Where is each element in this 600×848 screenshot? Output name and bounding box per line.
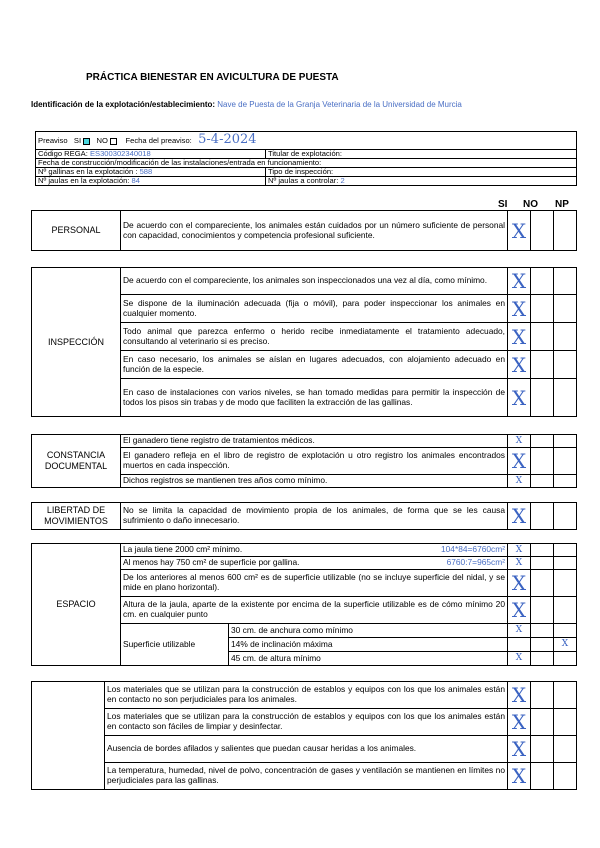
section-materiales	[31, 681, 577, 790]
mark-no[interactable]	[531, 503, 554, 530]
tipo-inspeccion-label: Tipo de inspección:	[268, 167, 334, 176]
jaulas-controlar-cell	[266, 177, 577, 186]
check-item: Se dispone de la iluminación adecuada (fija o móvil), para poder inspeccionar los animales en cualquier momento.	[121, 295, 508, 323]
mark-np[interactable]	[554, 268, 577, 295]
mark-si[interactable]: X	[508, 379, 531, 417]
tipo-inspeccion-cell	[266, 168, 577, 177]
mark-si[interactable]	[508, 638, 531, 652]
mark-np[interactable]	[554, 323, 577, 351]
jaulas-cell	[36, 177, 266, 186]
mark-si[interactable]: X	[508, 323, 531, 351]
check-item: Dichos registros se mantienen tres años como mínimo.	[121, 475, 508, 488]
mark-no[interactable]	[531, 763, 554, 790]
fecha-preaviso-value: 5-4-2024	[198, 132, 257, 147]
mark-si[interactable]: X	[508, 736, 531, 763]
jaulas-controlar-value: 2	[340, 176, 345, 185]
mark-si[interactable]: X	[508, 557, 531, 570]
mark-np[interactable]	[554, 624, 577, 638]
category-espacio: ESPACIO	[32, 544, 121, 666]
mark-np[interactable]	[554, 763, 577, 790]
mark-no[interactable]	[531, 448, 554, 475]
ident-value: Nave de Puesta de la Granja Veterinaria de la Universidad de Murcia	[217, 100, 462, 109]
mark-np[interactable]	[554, 682, 577, 709]
check-item-value: 6760:7=965cm²	[446, 557, 505, 568]
preaviso-si-checkbox[interactable]	[83, 138, 90, 145]
preaviso-row	[36, 132, 577, 150]
mark-no[interactable]	[531, 570, 554, 597]
check-item-text: La jaula tiene 2000 cm² mínimo.	[123, 544, 243, 555]
check-item	[121, 544, 508, 557]
section-libertad	[31, 502, 577, 530]
mark-si[interactable]: X	[508, 211, 531, 251]
mark-si[interactable]: X	[508, 351, 531, 379]
sub-check-item: 45 cm. de altura mínimo	[229, 652, 508, 666]
section-espacio	[31, 543, 577, 666]
check-item	[121, 557, 508, 570]
category-constancia: CONSTANCIA DOCUMENTAL	[32, 435, 121, 488]
jaulas-label: Nº jaulas en la explotación:	[38, 176, 130, 185]
header-table	[35, 131, 577, 186]
section-personal	[31, 210, 577, 251]
mark-si[interactable]: X	[508, 624, 531, 638]
mark-np[interactable]	[554, 351, 577, 379]
mark-no[interactable]	[531, 624, 554, 638]
mark-np[interactable]	[554, 475, 577, 488]
mark-np[interactable]	[554, 557, 577, 570]
fecha-construccion-cell	[36, 159, 577, 168]
mark-no[interactable]	[531, 435, 554, 448]
mark-no[interactable]	[531, 323, 554, 351]
mark-no[interactable]	[531, 475, 554, 488]
sub-check-item: 14% de inclinación máxima	[229, 638, 508, 652]
mark-si[interactable]: X	[508, 503, 531, 530]
category-materiales	[32, 682, 105, 790]
mark-si[interactable]: X	[508, 709, 531, 736]
check-item: Todo animal que parezca enfermo o herido recibe inmediatamente el tratamiento adecuado, consultando al veterinario si es preciso.	[121, 323, 508, 351]
ident-label: Identificación de la explotación/establecimiento:	[31, 100, 216, 109]
check-item: El ganadero tiene registro de tratamientos médicos.	[121, 435, 508, 448]
mark-no[interactable]	[531, 557, 554, 570]
mark-no[interactable]	[531, 652, 554, 666]
identification-line	[31, 100, 462, 109]
category-personal: PERSONAL	[32, 211, 121, 251]
check-item: De los anteriores al menos 600 cm² es de superficie utilizable (no se incluye superficie del nidal, y se mide en plano horizontal).	[121, 570, 508, 597]
mark-no[interactable]	[531, 736, 554, 763]
mark-si[interactable]: X	[508, 682, 531, 709]
mark-no[interactable]	[531, 295, 554, 323]
category-libertad: LIBERTAD DE MOVIMIENTOS	[32, 503, 121, 530]
fecha-construccion-label: Fecha de construcción/modificación de las instalaciones/entrada en funcionamiento:	[38, 158, 322, 167]
check-item: En caso necesario, los animales se aíslan en lugares adecuados, con alojamiento adecuado en función de la especie.	[121, 351, 508, 379]
mark-np[interactable]	[554, 448, 577, 475]
preaviso-si-label: SI	[73, 136, 82, 145]
mark-np[interactable]	[554, 736, 577, 763]
mark-no[interactable]	[531, 379, 554, 417]
mark-si[interactable]: X	[508, 544, 531, 557]
section-constancia	[31, 434, 577, 488]
mark-no[interactable]	[531, 638, 554, 652]
gallinas-cell	[36, 168, 266, 177]
mark-np[interactable]	[554, 652, 577, 666]
mark-si[interactable]: X	[508, 570, 531, 597]
mark-si[interactable]: X	[508, 435, 531, 448]
mark-si[interactable]: X	[508, 597, 531, 624]
mark-no[interactable]	[531, 351, 554, 379]
mark-si[interactable]: X	[508, 448, 531, 475]
check-item-text: Al menos hay 750 cm² de superficie por gallina.	[123, 557, 300, 568]
sub-check-item: 30 cm. de anchura como mínimo	[229, 624, 508, 638]
titular-label: Titular de explotación:	[268, 149, 343, 158]
check-item: Los materiales que se utilizan para la construcción de establos y equipos con los que los animales están en contacto no son perjudiciales para los animales.	[105, 682, 508, 709]
preaviso-no-label: NO	[96, 136, 108, 145]
check-item: De acuerdo con el compareciente, los animales están cuidados por un número suficiente de personal con capacidad, conocimientos y competencia profesional suficiente.	[121, 211, 508, 251]
check-item-value: 104*84=6760cm²	[440, 544, 505, 555]
preaviso-label: Preaviso	[38, 136, 68, 145]
mark-np[interactable]	[554, 295, 577, 323]
check-item: El ganadero refleja en el libro de registro de explotación u otro registro los animales encontrados muertos en cada inspección.	[121, 448, 508, 475]
rega-cell	[36, 150, 266, 159]
mark-np[interactable]	[554, 211, 577, 251]
preaviso-no-checkbox[interactable]	[110, 138, 117, 145]
check-item: No se limita la capacidad de movimiento propia de los animales, de forma que se les causa sufrimiento o daño innecesario.	[121, 503, 508, 530]
mark-np[interactable]	[554, 570, 577, 597]
mark-no[interactable]	[531, 709, 554, 736]
check-item: De acuerdo con el compareciente, los animales son inspeccionados una vez al día, como mínimo.	[121, 268, 508, 295]
section-inspeccion	[31, 267, 577, 417]
col-header-no: NO	[523, 199, 538, 210]
check-item: La temperatura, humedad, nivel de polvo, concentración de gases y ventilación se mantienen en límites no perjudiciales para las gallinas.	[105, 763, 508, 790]
mark-si[interactable]: X	[508, 652, 531, 666]
fecha-preaviso-label: Fecha del preaviso:	[125, 136, 192, 145]
check-item: Altura de la jaula, aparte de la existente por encima de la superficie utilizable es de cómo mínimo 20 cm. en cualquier punto	[121, 597, 508, 624]
check-item: Los materiales que se utilizan para la construcción de establos y equipos con los que los animales están en contacto son fáciles de limpiar y desinfectar.	[105, 709, 508, 736]
gallinas-value: 588	[139, 167, 153, 176]
mark-si[interactable]: X	[508, 268, 531, 295]
rega-value: ES300302340018	[89, 149, 151, 158]
titular-cell	[266, 150, 577, 159]
mark-np[interactable]	[554, 435, 577, 448]
jaulas-value: 84	[131, 176, 140, 185]
mark-si[interactable]: X	[508, 763, 531, 790]
col-header-np: NP	[555, 199, 569, 210]
page-title: PRÁCTICA BIENESTAR EN AVICULTURA DE PUESTA	[86, 72, 339, 83]
category-inspeccion: INSPECCIÓN	[32, 268, 121, 417]
check-item: En caso de instalaciones con varios niveles, se han tomado medidas para permitir la inspección de todos los pisos sin trabas y de modo que faciliten la extracción de las gallinas.	[121, 379, 508, 417]
mark-si[interactable]: X	[508, 295, 531, 323]
check-item: Ausencia de bordes afilados y salientes que puedan causar heridas a los animales.	[105, 736, 508, 763]
mark-np[interactable]	[554, 597, 577, 624]
mark-np[interactable]	[554, 379, 577, 417]
col-header-si: SI	[498, 199, 508, 210]
mark-np[interactable]: X	[554, 638, 577, 652]
mark-no[interactable]	[531, 597, 554, 624]
rega-label: Código REGA:	[38, 149, 88, 158]
mark-si[interactable]: X	[508, 475, 531, 488]
mark-no[interactable]	[531, 268, 554, 295]
mark-no[interactable]	[531, 211, 554, 251]
jaulas-controlar-label: Nº jaulas a controlar:	[268, 176, 339, 185]
gallinas-label: Nº gallinas en la explotación :	[38, 167, 138, 176]
superficie-utilizable-label: Superficie utilizable	[121, 624, 229, 666]
mark-no[interactable]	[531, 682, 554, 709]
mark-np[interactable]	[554, 709, 577, 736]
mark-np[interactable]	[554, 544, 577, 557]
mark-np[interactable]	[554, 503, 577, 530]
mark-no[interactable]	[531, 544, 554, 557]
